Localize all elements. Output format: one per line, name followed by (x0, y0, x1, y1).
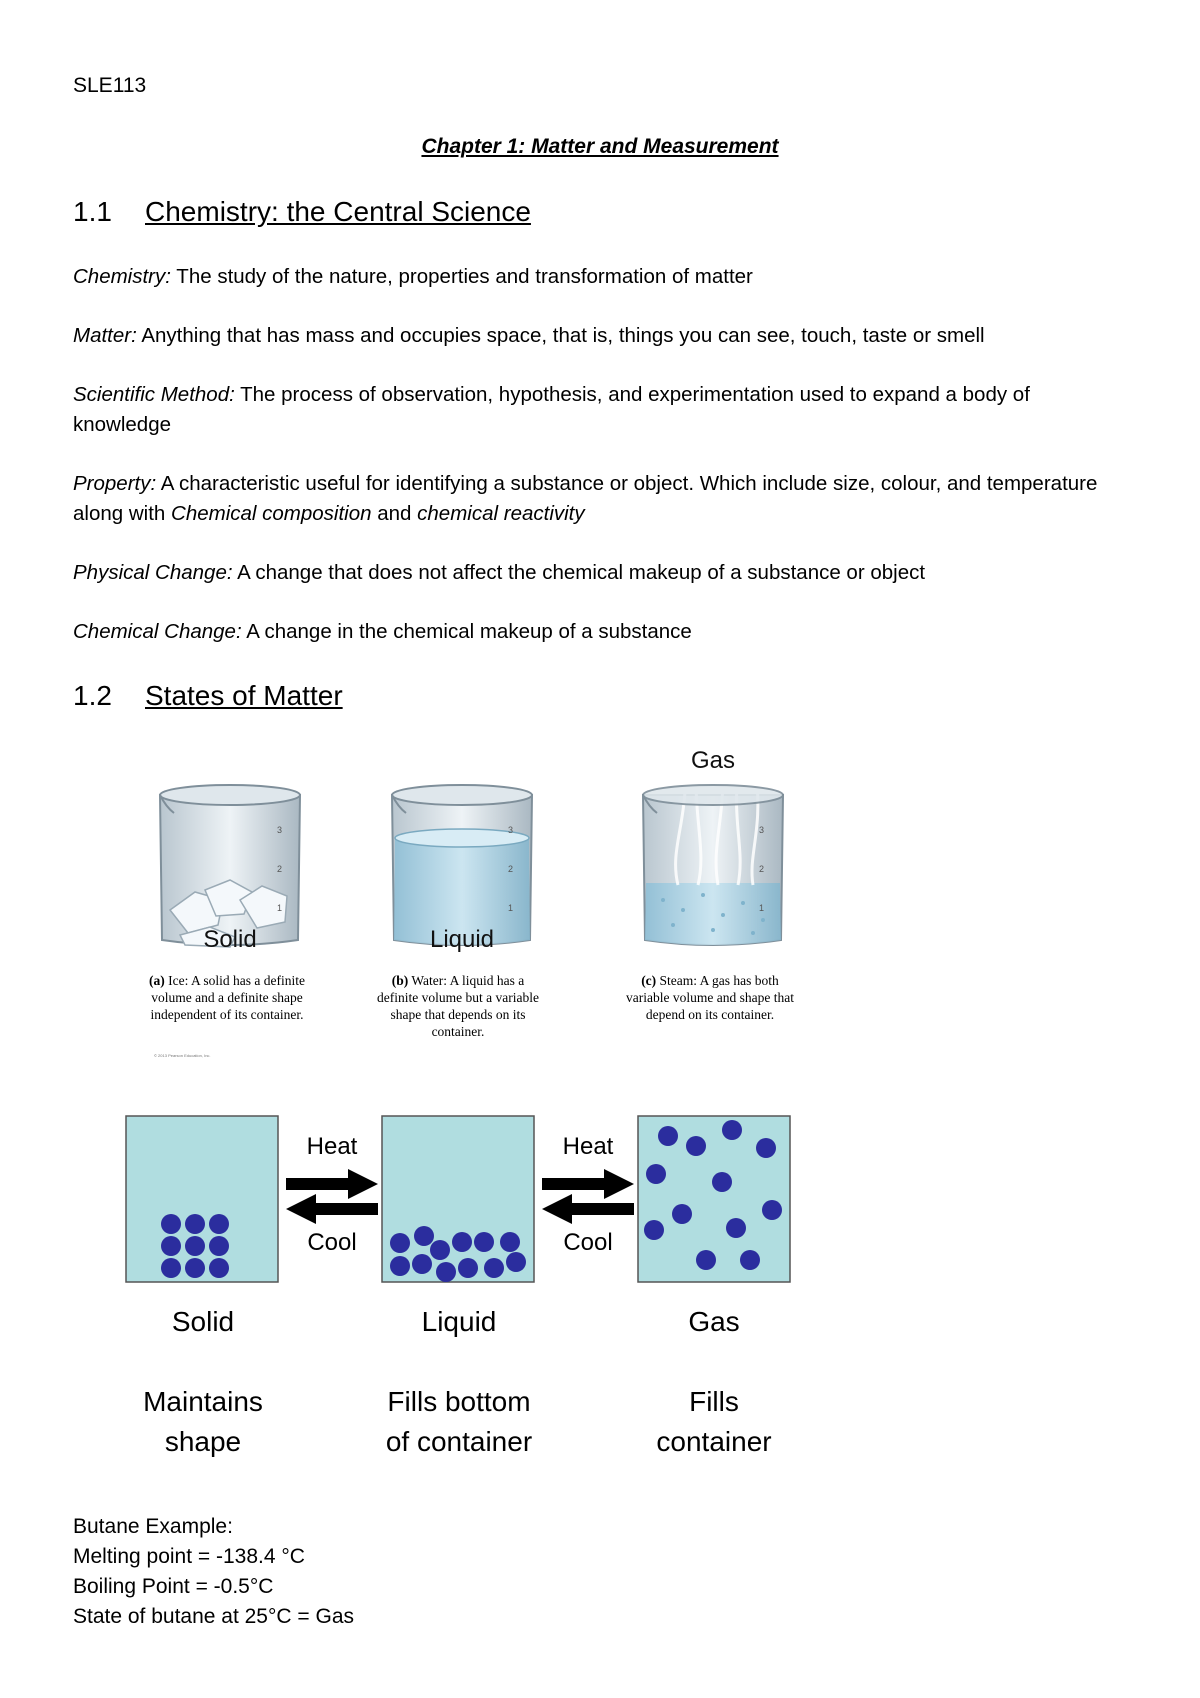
caption-lead: (b) (391, 973, 409, 988)
butane-heading: Butane Example: (73, 1515, 233, 1538)
definition-chemistry (73, 262, 1133, 292)
solid-box (126, 1116, 278, 1282)
state-name-gas: Gas (688, 1306, 740, 1337)
caption-text: Water: A liquid has a definite volume but a variable shape that depends on its container. (377, 973, 539, 1039)
definition-term: Scientific Method: (73, 383, 235, 406)
definition-scientific-method (73, 380, 1133, 440)
heat-arrow-icon (542, 1169, 634, 1199)
butane-boiling-point: Boiling Point = -0.5°C (73, 1575, 274, 1598)
section-number: 1.1 (73, 196, 112, 227)
beaker-tick: 1 (277, 903, 283, 913)
state-desc-liquid (359, 1382, 559, 1462)
heat-cool-arrows-2 (542, 1133, 634, 1256)
beaker-tick: 1 (759, 903, 765, 913)
beaker-tick: 2 (277, 864, 283, 874)
beaker-caption-solid (142, 972, 312, 1023)
beaker-tick: 3 (508, 825, 514, 835)
state-name-liquid: Liquid (421, 1306, 497, 1337)
beaker-tick: 3 (759, 825, 765, 835)
definition-physical-change (73, 558, 1133, 588)
section-heading-1-1 (73, 196, 531, 228)
definition-text: The process of observation, hypothesis, and experimentation used to expand a body of knowledge (73, 383, 1030, 436)
definition-term: Physical Change: (73, 561, 233, 584)
definition-italic: chemical reactivity (417, 502, 585, 525)
beaker-label: Gas (690, 747, 736, 774)
cool-arrow-icon (286, 1194, 378, 1224)
section-heading-1-2 (73, 680, 343, 712)
state-desc-line: Fills bottom (387, 1386, 531, 1417)
definition-text: Anything that has mass and occupies space, that is, things you can see, touch, taste or smell (136, 324, 985, 347)
state-desc-line: of container (385, 1426, 533, 1457)
copyright-notice: © 2013 Pearson Education, Inc. (154, 1053, 211, 1058)
beaker-tick: 2 (759, 864, 765, 874)
definition-italic: Chemical composition (171, 502, 372, 525)
definition-text: A change in the chemical makeup of a substance (241, 620, 692, 643)
butane-melting-point: Melting point = -138.4 °C (73, 1545, 305, 1568)
heat-arrow-icon (286, 1169, 378, 1199)
heat-cool-arrows-1 (286, 1133, 378, 1256)
butane-state: State of butane at 25°C = Gas (73, 1605, 354, 1628)
definition-property (73, 469, 1133, 529)
butane-example (73, 1512, 354, 1632)
definition-term: Chemistry: (73, 265, 171, 288)
state-desc-solid (103, 1382, 303, 1462)
beaker-label: Liquid (429, 926, 495, 953)
definition-text: A change that does not affect the chemical makeup of a substance or object (232, 561, 926, 584)
caption-lead: (c) (641, 973, 657, 988)
definition-chemical-change (73, 617, 1133, 647)
section-title: States of Matter (145, 680, 343, 711)
definition-text: The study of the nature, properties and transformation of matter (170, 265, 753, 288)
state-name-solid: Solid (171, 1306, 235, 1337)
state-desc-gas (614, 1382, 814, 1462)
particle-diagram (120, 1110, 820, 1285)
chapter-title: Chapter 1: Matter and Measurement (421, 135, 779, 158)
beaker-solid (160, 785, 300, 953)
heat-label: Heat (562, 1133, 614, 1160)
definition-term: Chemical Change: (73, 620, 242, 643)
beaker-caption-liquid (373, 972, 543, 1040)
beaker-liquid (392, 785, 532, 953)
solid-particles (161, 1214, 229, 1278)
cool-label: Cool (307, 1229, 357, 1256)
section-title: Chemistry: the Central Science (145, 196, 531, 227)
cool-label: Cool (563, 1229, 613, 1256)
definition-matter (73, 321, 1133, 351)
definition-term: Property: (73, 472, 157, 495)
beaker-label: Solid (203, 926, 257, 953)
beaker-gas (643, 735, 783, 945)
beaker-tick: 1 (508, 903, 514, 913)
state-desc-line: container (656, 1426, 772, 1457)
definition-term: Matter: (73, 324, 137, 347)
heat-label: Heat (306, 1133, 358, 1160)
cool-arrow-icon (542, 1194, 634, 1224)
caption-lead: (a) (149, 973, 165, 988)
definition-text: A characteristic useful for identifying a substance or object. Which include size, colour, and temperature along with (73, 472, 1098, 525)
state-desc-line: Maintains (143, 1386, 263, 1417)
definition-text: and (371, 502, 418, 525)
beaker-tick: 2 (508, 864, 514, 874)
beaker-tick: 3 (277, 825, 283, 835)
state-desc-line: shape (164, 1426, 242, 1457)
caption-text: Ice: A solid has a definite volume and a definite shape independent of its container. (150, 973, 305, 1022)
beaker-caption-gas (625, 972, 795, 1023)
course-code: SLE113 (73, 74, 147, 97)
caption-text: Steam: A gas has both variable volume and shape that depend on its container. (626, 973, 794, 1022)
section-number: 1.2 (73, 680, 112, 711)
state-desc-line: Fills (689, 1386, 739, 1417)
